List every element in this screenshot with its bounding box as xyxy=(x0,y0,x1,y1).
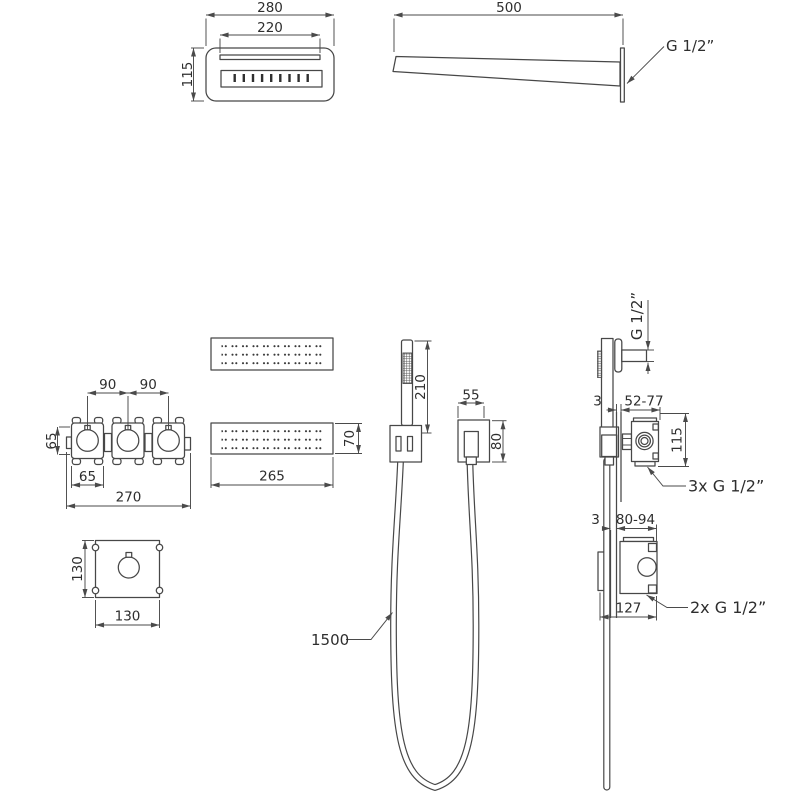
handshower-bracket xyxy=(390,426,422,463)
jet-nozzle-dots xyxy=(222,342,323,367)
supply-pipe xyxy=(622,350,647,362)
dim-55 xyxy=(458,388,484,419)
dim-label: 80-94 xyxy=(615,512,656,528)
dim-label: 130 xyxy=(114,608,141,625)
hose-length-callout xyxy=(311,613,393,650)
dim-label: 210 xyxy=(413,374,429,400)
dim-label: 65 xyxy=(44,432,60,450)
thread-label: G 1/2” xyxy=(628,291,646,341)
dim-label: 130 xyxy=(70,556,86,582)
dim-115-side xyxy=(658,414,689,467)
dim-115 xyxy=(180,48,204,101)
dim-label: 52-77 xyxy=(624,393,664,410)
dim-label: 55 xyxy=(462,387,480,404)
dim-label: 127 xyxy=(615,600,642,617)
waterfall-side-view xyxy=(393,0,714,102)
outlet-nut xyxy=(466,457,476,465)
handshower-front-view xyxy=(390,340,432,462)
single-valve-side-view xyxy=(591,512,766,621)
hose-length-label: 1500 xyxy=(311,631,350,649)
dim-label: 500 xyxy=(496,0,522,16)
waterfall-front-view xyxy=(180,0,334,101)
body-jet-upper xyxy=(211,338,333,370)
dim-210 xyxy=(413,341,432,433)
wall-plate-edge xyxy=(621,48,625,102)
outlet-elbow-view xyxy=(458,388,507,465)
dim-500 xyxy=(394,0,623,52)
dim-label: 115 xyxy=(669,427,686,453)
thread-label: G 1/2” xyxy=(666,37,715,55)
jet-nozzle-dots xyxy=(222,426,323,451)
dim-70 xyxy=(335,424,362,454)
thread-callout-3x xyxy=(648,467,765,496)
waterfall-spout-profile xyxy=(393,57,620,87)
dim-label: 220 xyxy=(257,20,283,36)
outlet-connector xyxy=(464,432,478,458)
thread-label: 3x G 1/2” xyxy=(688,476,765,496)
hose-front xyxy=(394,462,477,788)
valve-spindle xyxy=(118,557,139,578)
hose-nut-side xyxy=(605,457,614,465)
dim-label: 3 xyxy=(591,512,600,528)
dim-65-width xyxy=(72,466,104,488)
handshower-handle-side xyxy=(602,339,614,428)
dim-label: 3 xyxy=(593,393,602,410)
thread-label: 2x G 1/2” xyxy=(690,598,767,617)
thread-callout-2x xyxy=(647,595,767,617)
dim-80 xyxy=(489,421,507,462)
body-jet-lower xyxy=(211,423,362,488)
nozzle-ticks xyxy=(234,74,309,82)
dim-label: 270 xyxy=(115,489,142,506)
dim-label: 70 xyxy=(342,429,358,448)
thread-callout-g12 xyxy=(627,37,714,84)
dim-130-width xyxy=(96,600,160,628)
waterfall-blade-slot xyxy=(220,55,320,60)
dim-265 xyxy=(211,457,333,488)
dim-label: 80 xyxy=(489,432,505,451)
dim-label: 90 xyxy=(99,377,117,393)
dim-label: 265 xyxy=(259,468,285,485)
dim-label: 280 xyxy=(257,0,283,16)
dim-label: 90 xyxy=(139,377,157,393)
dim-label: 65 xyxy=(78,469,97,485)
dim-label: 115 xyxy=(180,61,196,88)
wall-flange xyxy=(615,339,622,372)
single-valve-front-view xyxy=(70,541,163,629)
handshower-spray-face-side xyxy=(598,351,602,378)
valve-trio-front-view xyxy=(44,377,191,509)
dim-3-80-94 xyxy=(591,512,656,541)
handshower-spray-face xyxy=(403,353,412,384)
dim-130-height xyxy=(70,541,94,598)
